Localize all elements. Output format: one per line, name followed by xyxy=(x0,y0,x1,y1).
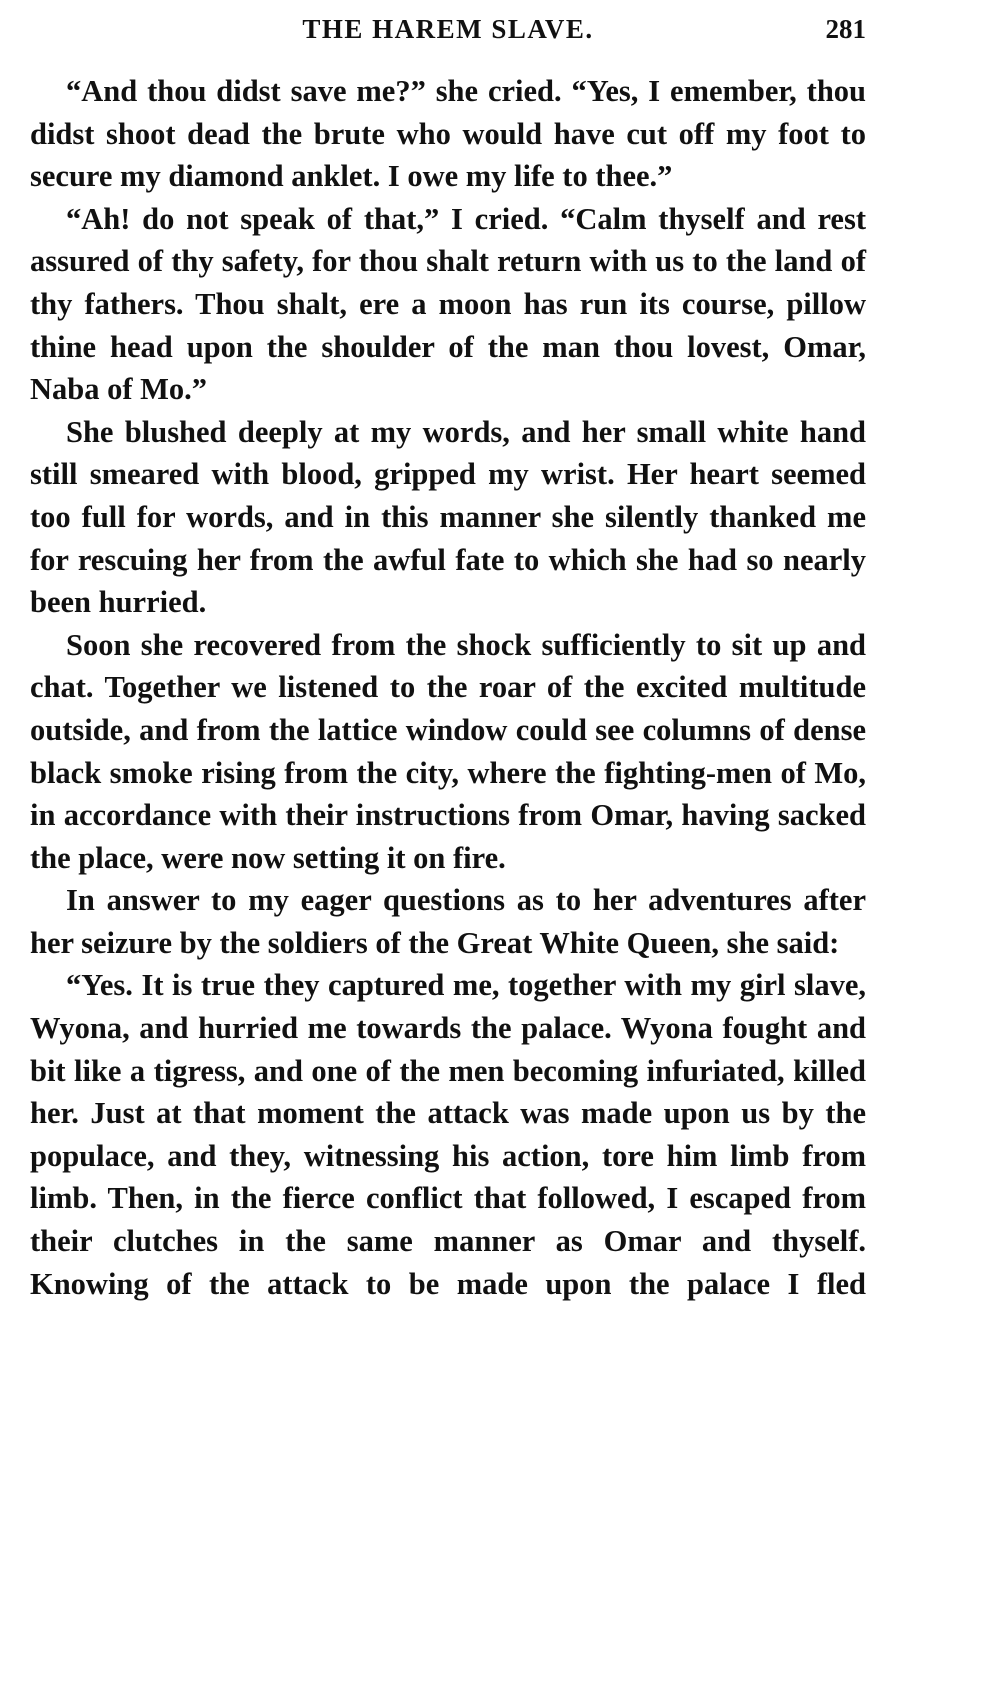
page-header xyxy=(30,14,866,54)
page-number: 281 xyxy=(825,14,866,44)
paragraph: In answer to my eager questions as to her adventures after her seizure by the soldiers of the Great White Queen, she said: xyxy=(30,883,866,960)
paragraph: “And thou didst save me?” she cried. “Yes, I emember, thou didst shoot dead the brute who would have cut off my foot to secure my diamond anklet. I owe my life to thee.” xyxy=(30,74,866,194)
paragraph: She blushed deeply at my words, and her small white hand still smeared with blood, gripped my wrist. Her heart seemed too full for words, and in this manner she silently thanked me for rescuing her from the awful fate to which she had so nearly been hurried. xyxy=(30,414,866,620)
paragraph: “Ah! do not speak of that,” I cried. “Calm thyself and rest assured of thy safety, for thou shalt return with us to the land of thy fathers. Thou shalt, ere a moon has run its course, pillow thine head upon the shoulder of the man thou lovest, Omar, Naba of Mo.” xyxy=(30,201,866,407)
paragraph: “Yes. It is true they captured me, together with my girl slave, Wyona, and hurried me towards the palace. Wyona fought and bit like a tigress, and one of the men becoming infuriated, killed her. Just at that moment the attack was made upon us by the populace, and they, witnessing his action, tore him limb from limb. Then, in the fierce conflict that followed, I escaped from their clutches in the same manner as Omar and thyself. Knowing of the attack to be made upon the palace I fled xyxy=(30,968,866,1301)
body-text xyxy=(30,70,866,1305)
book-page xyxy=(30,0,866,1699)
paragraph: Soon she recovered from the shock sufficiently to sit up and chat. Together we listened to the roar of the excited multitude outside, and from the lattice window could see columns of dense black smoke rising from the city, where the fighting-men of Mo, in accordance with their instructions from Omar, having sacked the place, were now setting it on fire. xyxy=(30,627,866,875)
running-head: THE HAREM SLAVE. xyxy=(302,14,594,44)
